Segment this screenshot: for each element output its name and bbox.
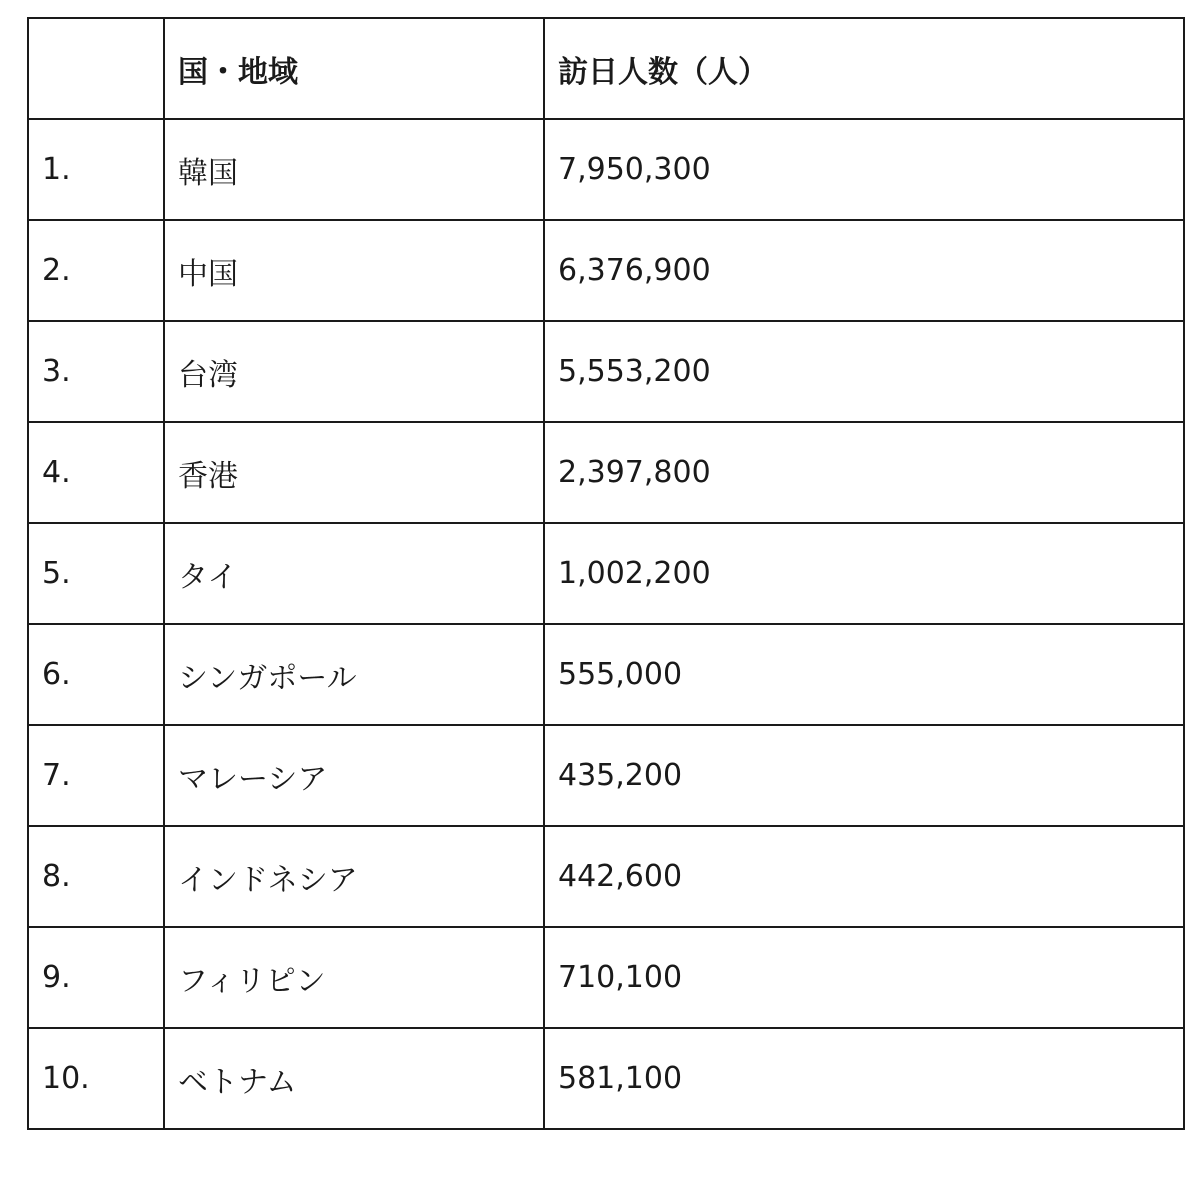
visitors-cell: 442,600: [544, 826, 1184, 927]
visitors-cell: 5,553,200: [544, 321, 1184, 422]
header-visitors: 訪日人数（人）: [544, 18, 1184, 119]
rank-cell: 5.: [28, 523, 164, 624]
rank-cell: 1.: [28, 119, 164, 220]
table-row: [28, 725, 1184, 826]
rank-cell: 8.: [28, 826, 164, 927]
rank-cell: 10.: [28, 1028, 164, 1129]
country-cell: マレーシア: [164, 725, 544, 826]
rank-cell: 4.: [28, 422, 164, 523]
country-cell: タイ: [164, 523, 544, 624]
table-row: [28, 523, 1184, 624]
visitors-cell: 2,397,800: [544, 422, 1184, 523]
table-row: [28, 624, 1184, 725]
country-cell: シンガポール: [164, 624, 544, 725]
table-row: [28, 826, 1184, 927]
rank-cell: 6.: [28, 624, 164, 725]
rank-cell: 9.: [28, 927, 164, 1028]
header-row: [28, 18, 1184, 119]
table-header: [28, 18, 1184, 119]
rank-cell: 3.: [28, 321, 164, 422]
country-cell: 中国: [164, 220, 544, 321]
table-body: [28, 119, 1184, 1129]
visitors-cell: 1,002,200: [544, 523, 1184, 624]
visitors-cell: 710,100: [544, 927, 1184, 1028]
table-row: [28, 1028, 1184, 1129]
table-row: [28, 927, 1184, 1028]
rank-cell: 2.: [28, 220, 164, 321]
country-cell: フィリピン: [164, 927, 544, 1028]
visitor-ranking-table: [27, 17, 1185, 1130]
country-cell: 台湾: [164, 321, 544, 422]
visitors-cell: 435,200: [544, 725, 1184, 826]
table-row: [28, 321, 1184, 422]
visitors-cell: 581,100: [544, 1028, 1184, 1129]
country-cell: インドネシア: [164, 826, 544, 927]
country-cell: 香港: [164, 422, 544, 523]
table-row: [28, 220, 1184, 321]
visitors-cell: 6,376,900: [544, 220, 1184, 321]
rank-cell: 7.: [28, 725, 164, 826]
table-row: [28, 422, 1184, 523]
visitors-cell: 555,000: [544, 624, 1184, 725]
country-cell: ベトナム: [164, 1028, 544, 1129]
table-row: [28, 119, 1184, 220]
country-cell: 韓国: [164, 119, 544, 220]
header-rank: [28, 18, 164, 119]
visitors-cell: 7,950,300: [544, 119, 1184, 220]
header-country: 国・地域: [164, 18, 544, 119]
